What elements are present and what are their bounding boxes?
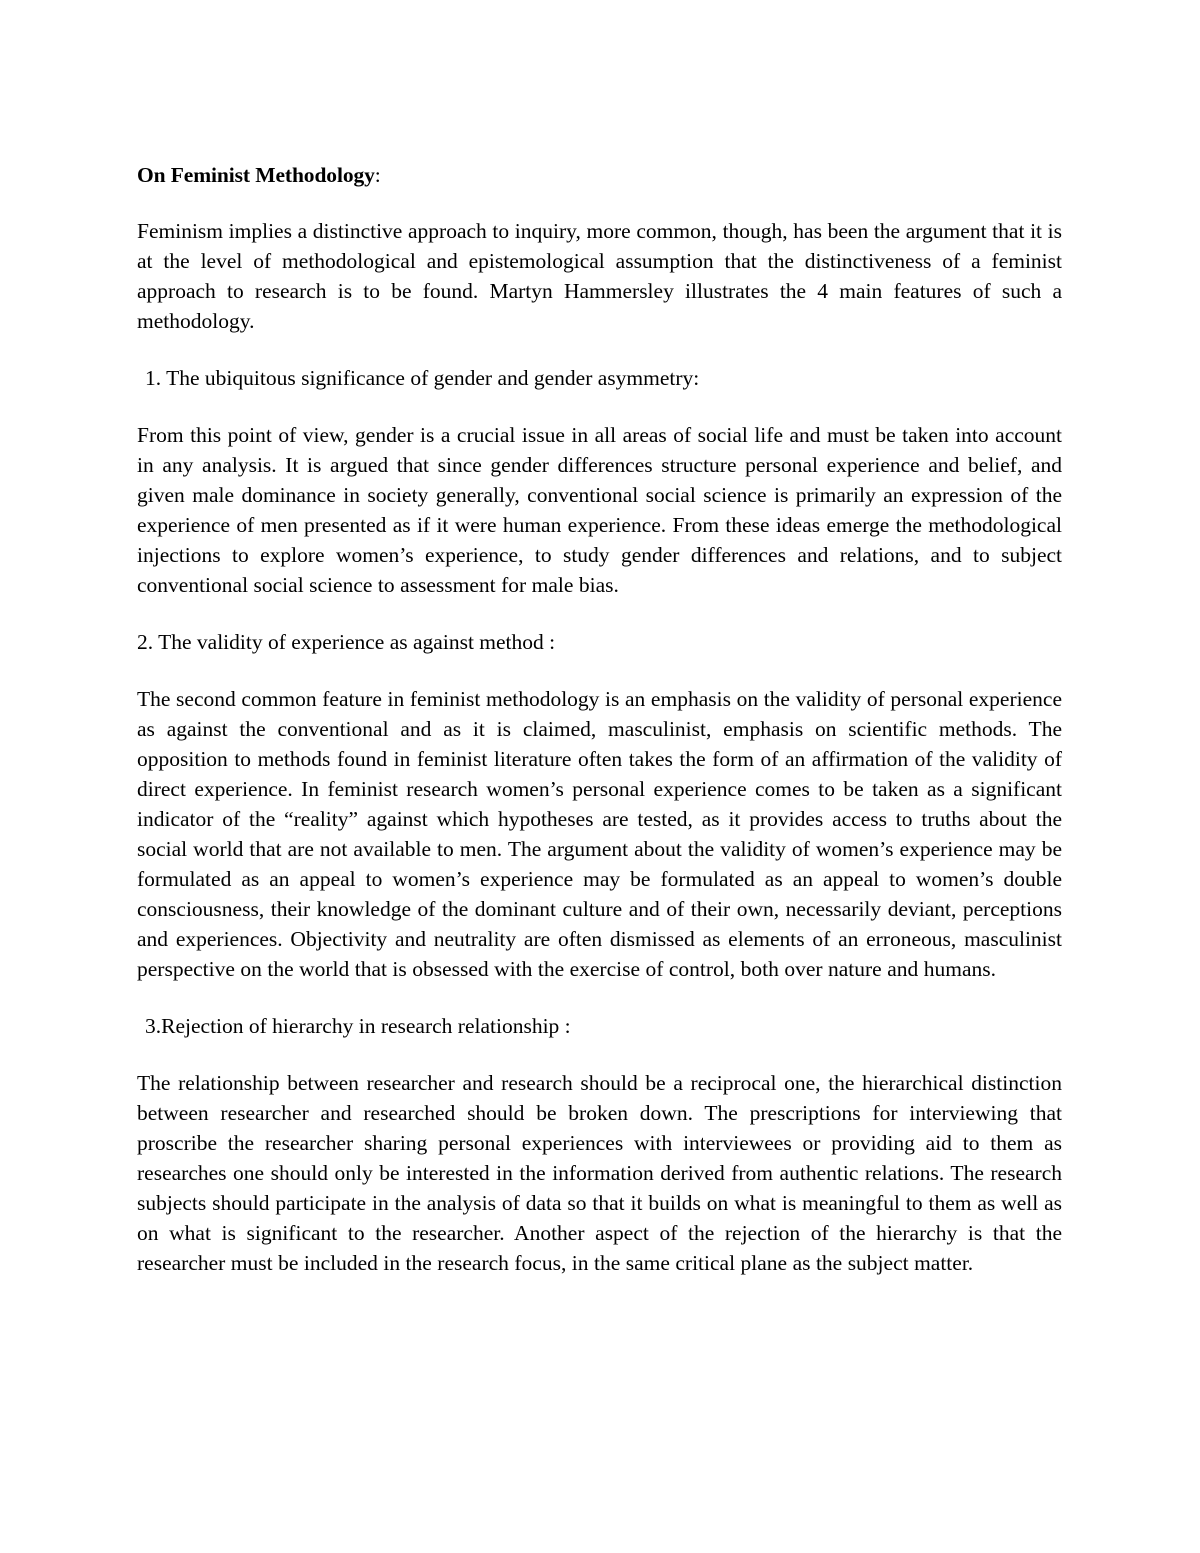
document-body [137, 160, 1062, 1278]
intro-paragraph: Feminism implies a distinctive approach to inquiry, more common, though, has been the argument that it is at the level of methodological and epistemological assumption that the distinctiveness of a feminist approach to research is to be found. Martyn Hammersley illustrates the 4 main features of such a methodology. [137, 219, 1062, 333]
document-title-colon: : [374, 163, 381, 187]
section-heading-3: 3.Rejection of hierarchy in research relationship : [145, 1014, 571, 1038]
section-heading-1: 1. The ubiquitous significance of gender and gender asymmetry: [145, 366, 700, 390]
document-title [137, 160, 1062, 190]
section-heading-2: 2. The validity of experience as against method : [137, 630, 556, 654]
section-body-1: From this point of view, gender is a crucial issue in all areas of social life and must be taken into account in any analysis. It is argued that since gender differences structure personal experience and belief, and given male dominance in society generally, conventional social science is primarily an expression of the experience of men presented as if it were human experience. From these ideas emerge the methodological injections to explore women’s experience, to study gender differences and relations, and to subject conventional social science to assessment for male bias. [137, 423, 1062, 597]
section-body-3: The relationship between researcher and research should be a reciprocal one, the hierarchical distinction between researcher and researched should be broken down. The prescriptions for interviewing that proscribe the researcher sharing personal experiences with interviewees or providing aid to them as researches one should only be interested in the information derived from authentic relations. The research subjects should participate in the analysis of data so that it builds on what is meaningful to them as well as on what is significant to the researcher. Another aspect of the rejection of the hierarchy is that the researcher must be included in the research focus, in the same critical plane as the subject matter. [137, 1071, 1062, 1275]
document-title-text: On Feminist Methodology [137, 163, 375, 187]
section-body-2: The second common feature in feminist methodology is an emphasis on the validity of personal experience as against the conventional and as it is claimed, masculinist, emphasis on scientific methods. The opposition to methods found in feminist literature often takes the form of an affirmation of the validity of direct experience. In feminist research women’s personal experience comes to be taken as a significant indicator of the “reality” against which hypotheses are tested, as it provides access to truths about the social world that are not available to men. The argument about the validity of women’s experience may be formulated as an appeal to women’s experience may be formulated as an appeal to women’s double consciousness, their knowledge of the dominant culture and of their own, necessarily deviant, perceptions and experiences. Objectivity and neutrality are often dismissed as elements of an erroneous, masculinist perspective on the world that is obsessed with the exercise of control, both over nature and humans. [137, 687, 1062, 981]
